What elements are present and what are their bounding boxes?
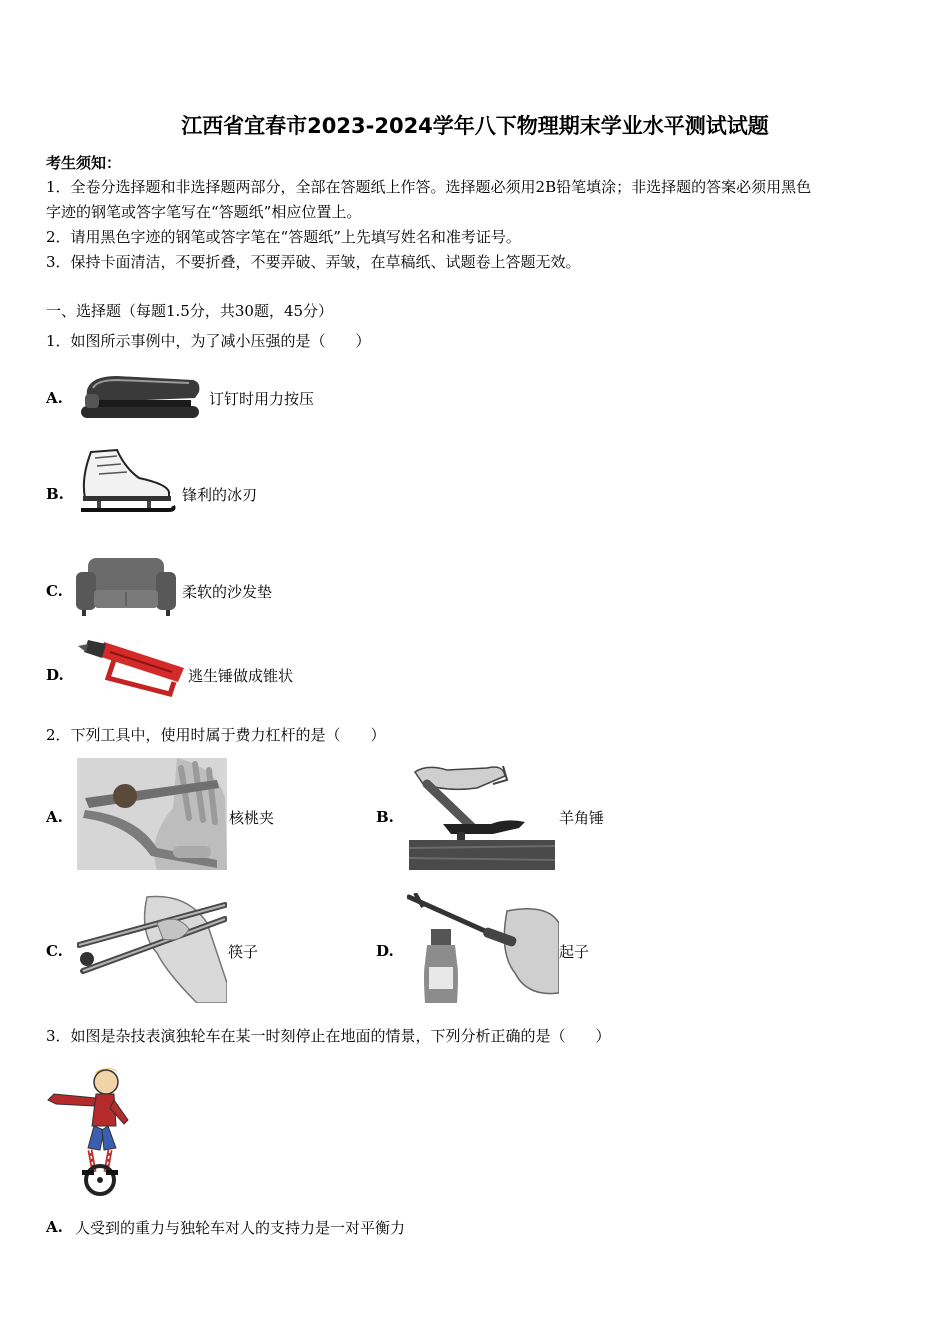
unicycle-acrobat-icon xyxy=(44,1064,136,1198)
notice-heading: 考生须知： xyxy=(46,154,122,172)
stapler-icon xyxy=(77,370,205,422)
q1-option-b-letter: B. xyxy=(46,485,64,503)
notice-item-3: 3．保持卡面清洁，不要折叠，不要弄破、弄皱，在草稿纸、试题卷上答题无效。 xyxy=(46,253,581,271)
q2-option-d-letter: D. xyxy=(376,942,394,960)
q1-option-c-text: 柔软的沙发垫 xyxy=(182,583,273,601)
nutcracker-icon xyxy=(77,758,227,870)
q1-option-d-letter: D. xyxy=(46,666,64,684)
section-heading: 一、选择题（每题1.5分，共30题，45分） xyxy=(46,302,334,320)
q1-option-b-text: 锋利的冰刃 xyxy=(182,486,258,504)
chopsticks-icon xyxy=(77,893,227,1003)
q1-option-d-text: 逃生锤做成锥状 xyxy=(188,667,294,685)
sofa-icon xyxy=(74,556,178,618)
q1-option-a-letter: A. xyxy=(46,389,63,407)
notice-item-1-cont: 字迹的钢笔或答字笔写在“答题纸”相应位置上。 xyxy=(46,203,362,221)
q2-option-b-text: 羊角锤 xyxy=(559,809,605,827)
q2-option-c-text: 筷子 xyxy=(228,943,259,961)
q1-option-c-letter: C. xyxy=(46,582,63,600)
notice-item-1: 1．全卷分选择题和非选择题两部分，全部在答题纸上作答。选择题必须用2B铅笔填涂；非选择题的答案必须用黑色 xyxy=(46,178,812,196)
notice-item-2: 2．请用黑色字迹的钢笔或答字笔在“答题纸”上先填写姓名和准考证号。 xyxy=(46,228,521,246)
claw-hammer-icon xyxy=(407,762,557,870)
q3-option-a-letter: A. xyxy=(46,1218,63,1236)
question-1-stem: 1．如图所示事例中，为了减小压强的是（ ） xyxy=(46,332,371,350)
q2-option-a-letter: A. xyxy=(46,808,63,826)
question-2-stem: 2．下列工具中，使用时属于费力杠杆的是（ ） xyxy=(46,726,386,744)
q2-option-c-letter: C. xyxy=(46,942,63,960)
ice-skate-icon xyxy=(77,448,177,516)
q2-option-d-text: 起子 xyxy=(559,943,590,961)
q1-option-a-text: 订钉时用力按压 xyxy=(209,390,315,408)
question-3-stem: 3．如图是杂技表演独轮车在某一时刻停止在地面的情景，下列分析正确的是（ ） xyxy=(46,1027,611,1045)
q2-option-b-letter: B. xyxy=(376,808,394,826)
escape-hammer-icon xyxy=(74,638,186,698)
q2-option-a-text: 核桃夹 xyxy=(229,809,275,827)
bottle-opener-icon xyxy=(407,893,559,1003)
page-title: 江西省宜春市2023-2024学年八下物理期末学业水平测试试题 xyxy=(181,114,769,138)
q3-option-a-text: 人受到的重力与独轮车对人的支持力是一对平衡力 xyxy=(75,1219,406,1237)
